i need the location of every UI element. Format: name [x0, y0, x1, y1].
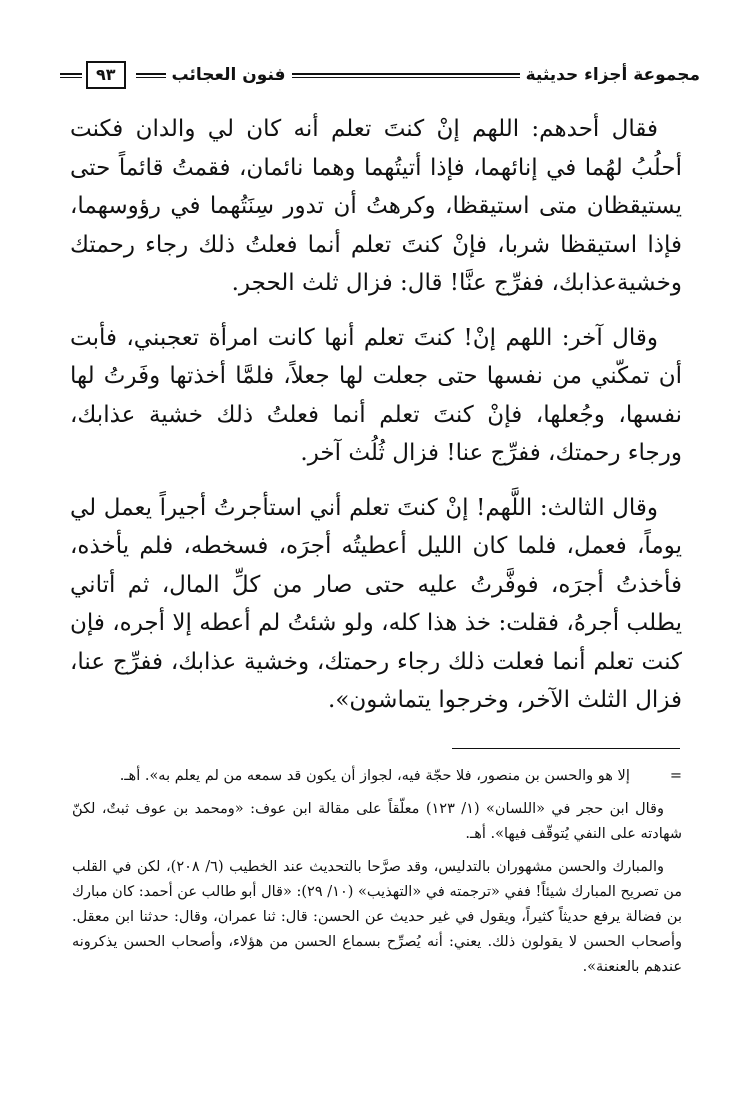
- footnote-separator: [452, 748, 680, 749]
- footnote: وقال ابن حجر في «اللسان» (١/ ١٢٣) معلّقاً على مقالة ابن عوف: «ومحمد بن عوف ثبتٌ، لكنّ شهادته على النفي يُتوقّف فيها». أهـ.: [72, 801, 682, 842]
- main-text: [70, 110, 682, 720]
- paragraph: وقال آخر: اللهم إنْ! كنتَ تعلم أنها كانت امرأة تعجبني، فأبت أن تمكّني من نفسها حتى جعلت لها جعلاً، فلمَّا أخذتها وفَرتُ لها نفسها، وجُعلها، فإنْ كنتَ تعلم أنما فعلتُ ذلك خشية عذابك، ورجاء رحمتك، ففرِّج عنا! فزال ثُلُث آخر.: [70, 324, 682, 466]
- footnote-text: إلا هو والحسن بن منصور، فلا حجّة فيه، لجواز أن يكون قد سمعه من لم يعلم به». أهـ.: [119, 768, 630, 784]
- paragraph: فقال أحدهم: اللهم إنْ كنتَ تعلم أنه كان لي والدان فكنت أحلُبُ لهُما في إنائهما، فإذا أتيتُهما وهما نائمان، فقمتُ قائماً حتى يستيقظان متى استيقظا، وكرهتُ أن تدور سِنَتُهما في رؤوسهما، فإذا استيقظا شربا، فإنْ كنتَ تعلم أنما فعلتُ ذلك رجاء رحمتك وخشيةعذابك، ففرِّج عنَّا! قال: فزال ثلث الحجر.: [70, 116, 682, 296]
- book-title: فنون العجائب: [171, 65, 286, 85]
- series-title: مجموعة أجزاء حديثية: [525, 65, 700, 85]
- header-rule: [60, 73, 82, 78]
- continuation-marker: =: [669, 768, 682, 784]
- footnote: والمبارك والحسن مشهوران بالتدليس، وقد صرَّحا بالتحديث عند الخطيب (٦/ ٢٠٨)، لكن في القلب من تصريح المبارك شيئاً! ففي «ترجمته في «التهذيب» (١٠/ ٢٩): «قال أبو طالب عن أحمد: كان مبارك بن فضالة يرفع حديثاً كثيراً، ويقول في غير حديث عن الحسن: قال: ثنا عمران، وقال: حدثنا ابن معقل. وأصحاب الحسن لا يقولون ذلك. يعني: أنه يُصرِّح بسماع الحسن من هؤلاء، وأصحاب الحسن يذكرونه عندهم بالعنعنة».: [72, 859, 683, 975]
- page-number: ٩٣: [86, 61, 126, 89]
- header-rule: [136, 73, 166, 78]
- footnotes: [72, 764, 682, 980]
- footnote: [72, 764, 682, 789]
- header-rule: [292, 73, 520, 78]
- paragraph: وقال الثالث: اللَّهم! إنْ كنتَ تعلم أني استأجرتُ أجيراً يعمل لي يوماً، فعمل، فلما كان الليل أعطيتُه أجرَه، فسخطه، فلم يأخذه، فأخذتُ أجرَه، فوفَّرتُ عليه حتى صار من كلِّ المال، ثم أتاني يطلب أجرهُ، فقلت: خذ هذا كله، ولو شئتُ لم أعطه إلا أجره، فإن كنت تعلم أنما فعلت ذلك رجاء رحمتك، وخشية عذابك، ففرِّج عنا، فزال الثلث الآخر، وخرجوا يتماشون».: [70, 494, 682, 713]
- running-header: [60, 58, 700, 92]
